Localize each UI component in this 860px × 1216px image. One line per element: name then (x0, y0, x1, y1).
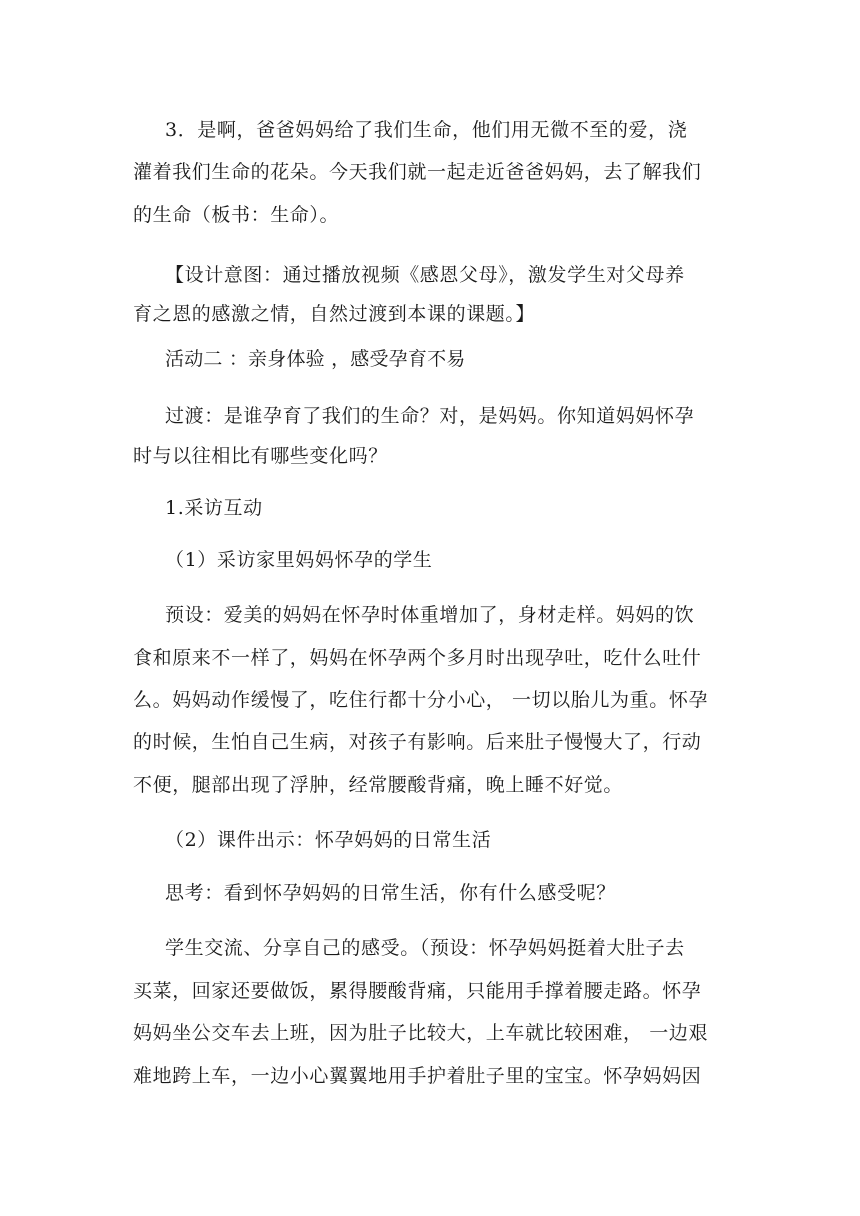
paragraph-line: 思考：看到怀孕妈妈的日常生活，你有什么感受呢？ (165, 882, 616, 904)
paragraph-line: 么。妈妈动作缓慢了，吃住行都十分小心， 一切以胎儿为重。怀孕 (133, 689, 709, 711)
design-intent-line: 【设计意图：通过播放视频《感恩父母》，激发学生对父母养 (165, 264, 685, 286)
activity-heading: 活动二 ：亲身体验 ，感受孕育不易 (165, 348, 466, 370)
subsection-heading: （2）课件出示：怀孕妈妈的日常生活 (165, 829, 492, 851)
paragraph-line: 预设：爱美的妈妈在怀孕时体重增加了，身材走样。妈妈的饮 (165, 604, 695, 626)
section-heading: 1.采访互动 (165, 497, 263, 519)
paragraph-line: 灌着我们生命的花朵。今天我们就一起走近爸爸妈妈，去了解我们 (133, 161, 702, 183)
design-intent-line: 育之恩的感激之情，自然过渡到本课的课题。】 (133, 303, 536, 325)
paragraph-line: 过渡：是谁孕育了我们的生命？对，是妈妈。你知道妈妈怀孕 (165, 405, 695, 427)
paragraph-line: 难地跨上车，一边小心翼翼地用手护着肚子里的宝宝。怀孕妈妈因 (133, 1065, 702, 1087)
paragraph-line: 买菜，回家还要做饭，累得腰酸背痛，只能用手撑着腰走路。怀孕 (133, 980, 702, 1002)
paragraph-line: 时与以往相比有哪些变化吗？ (133, 445, 388, 467)
paragraph-line: 食和原来不一样了，妈妈在怀孕两个多月时出现孕吐，吃什么吐什 (133, 647, 702, 669)
paragraph-line: 3．是啊，爸爸妈妈给了我们生命，他们用无微不至的爱，浇 (165, 119, 688, 141)
paragraph-line: 不便，腿部出现了浮肿，经常腰酸背痛，晚上睡不好觉。 (133, 774, 624, 796)
paragraph-line: 学生交流、分享自己的感受。（预设：怀孕妈妈挺着大肚子去 (165, 937, 685, 959)
paragraph-line: 的时候，生怕自己生病，对孩子有影响。后来肚子慢慢大了，行动 (133, 731, 702, 753)
paragraph-line: 的生命（板书：生命）。 (133, 204, 340, 226)
subsection-heading: （1）采访家里妈妈怀孕的学生 (165, 549, 433, 571)
paragraph-line: 妈妈坐公交车去上班，因为肚子比较大，上车就比较困难， 一边艰 (133, 1022, 709, 1044)
